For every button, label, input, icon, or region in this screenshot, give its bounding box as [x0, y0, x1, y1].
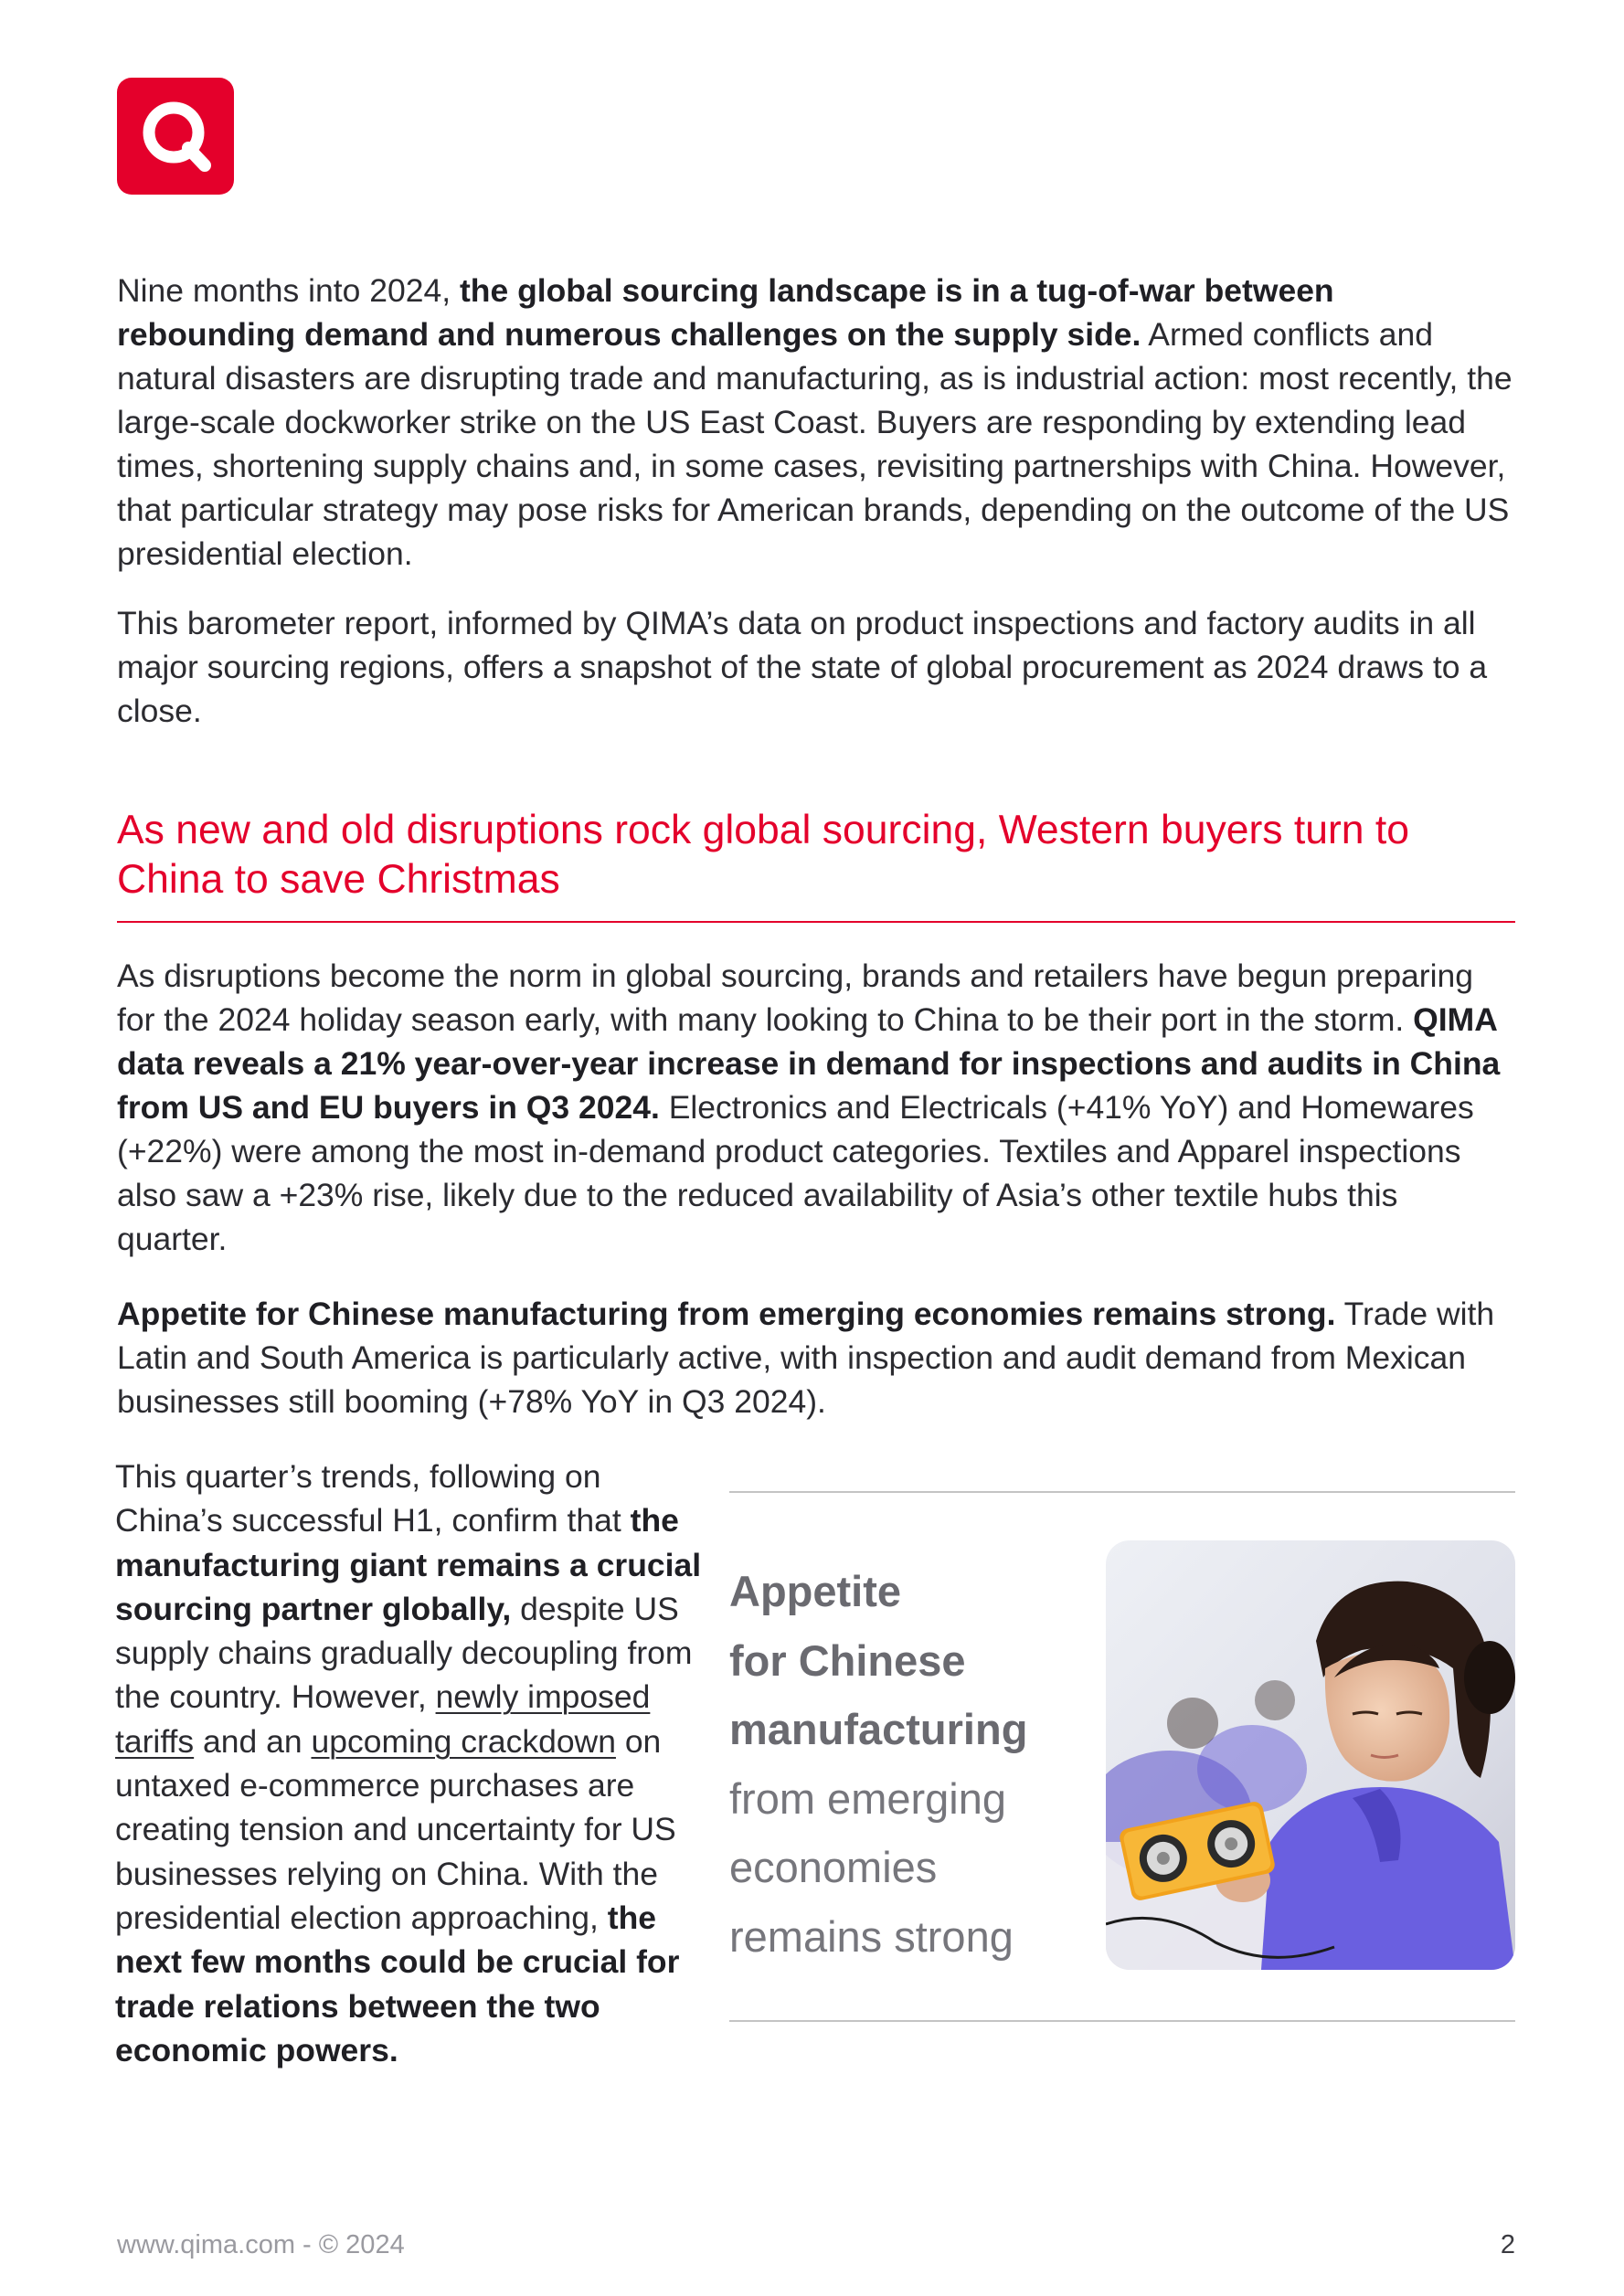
paragraph-text [117, 954, 1515, 1261]
paragraph-text [117, 601, 1515, 733]
qima-logo[interactable] [117, 78, 234, 195]
pull-quote [729, 1557, 1113, 1971]
plain-text: on untaxed e-commerce purchases are creating tension and uncertainty for US businesses relying on China. With the presidential election approaching, [115, 1722, 676, 1936]
page-number: 2 [1500, 2230, 1515, 2259]
heading-divider [117, 921, 1515, 923]
bold-text: Appetite for Chinese manufacturing from emerging economies remains strong. [117, 1296, 1336, 1332]
body-paragraph-3 [115, 1455, 709, 2072]
pull-quote-line: remains strong [729, 1911, 1014, 1961]
plain-text: and an [194, 1722, 312, 1760]
body-paragraph-1 [117, 954, 1515, 1261]
bold-text: the global sourcing landscape is in a tug-of-war between rebounding demand and numerous challenges on the supply side. [117, 272, 1334, 353]
plain-text: Armed conflicts and natural disasters are disrupting trade and manufacturing, as is industrial action: most recently, the large-scale dockworker strike on the US East Coast. Buyers are responding by extending lead times, shortening supply chains and, in some cases, revisiting partnerships with China. However, that particular strategy may pose risks for American brands, depending on the outcome of the US presidential election. [117, 316, 1513, 572]
pull-quote-line: manufacturing [729, 1705, 1028, 1753]
paragraph-text [117, 1292, 1515, 1423]
pull-quote-line: from emerging [729, 1773, 1006, 1823]
factory-worker-photo [1106, 1540, 1515, 1970]
section-heading: As new and old disruptions rock global sourcing, Western buyers turn to China to save Christmas [117, 808, 1410, 902]
bold-text: QIMA data reveals a 21% year-over-year increase in demand for inspections and audits in China from US and EU buyers in Q3 2024. [117, 1001, 1501, 1126]
worker-image [1106, 1540, 1515, 1970]
plain-text: Nine months into 2024, [117, 272, 460, 309]
footer-site[interactable]: www.qima.com - © 2024 [117, 2230, 405, 2259]
pull-quote-line: economies [729, 1843, 938, 1891]
inline-link[interactable]: upcoming crackdown [311, 1722, 616, 1760]
body-paragraph-2 [117, 1292, 1515, 1423]
plain-text: This quarter’s trends, following on China’s successful H1, confirm that [115, 1458, 631, 1539]
paragraph-text [115, 1455, 709, 2072]
plain-text: Electronics and Electricals (+41% YoY) and Homewares (+22%) were among the most in-demand product categories. Textiles and Apparel inspections also saw a +23% rise, likely due to the reduced availability of Asia’s other textile hubs this quarter. [117, 1089, 1474, 1257]
plain-text: This barometer report, informed by QIMA’s data on product inspections and factory audits in all major sourcing regions, offers a snapshot of the state of global procurement as 2024 draws to a close. [117, 605, 1488, 729]
inline-link[interactable]: newly imposed tariffs [115, 1678, 651, 1760]
pull-quote-bottom-rule [729, 2020, 1515, 2022]
bold-text: the manufacturing giant remains a crucial sourcing partner globally, [115, 1502, 702, 1627]
pull-quote-top-rule [729, 1491, 1515, 1493]
pull-quote-line: Appetite [729, 1567, 901, 1615]
qima-q-icon [117, 78, 234, 195]
intro-paragraph-2 [117, 601, 1515, 733]
intro-paragraph-1 [117, 269, 1515, 576]
plain-text: despite US supply chains gradually decoupling from the country. However, [115, 1590, 693, 1716]
pull-quote-line: for Chinese [729, 1635, 966, 1685]
bold-text: the next few months could be crucial for trade relations between the two economic powers. [115, 1899, 680, 2069]
plain-text: As disruptions become the norm in global sourcing, brands and retailers have begun preparing for the 2024 holiday season early, with many looking to China to be their port in the storm. [117, 958, 1473, 1038]
paragraph-text [117, 269, 1515, 576]
plain-text: Trade with Latin and South America is particularly active, with inspection and audit demand from Mexican businesses still booming (+78% YoY in Q3 2024). [117, 1296, 1495, 1420]
